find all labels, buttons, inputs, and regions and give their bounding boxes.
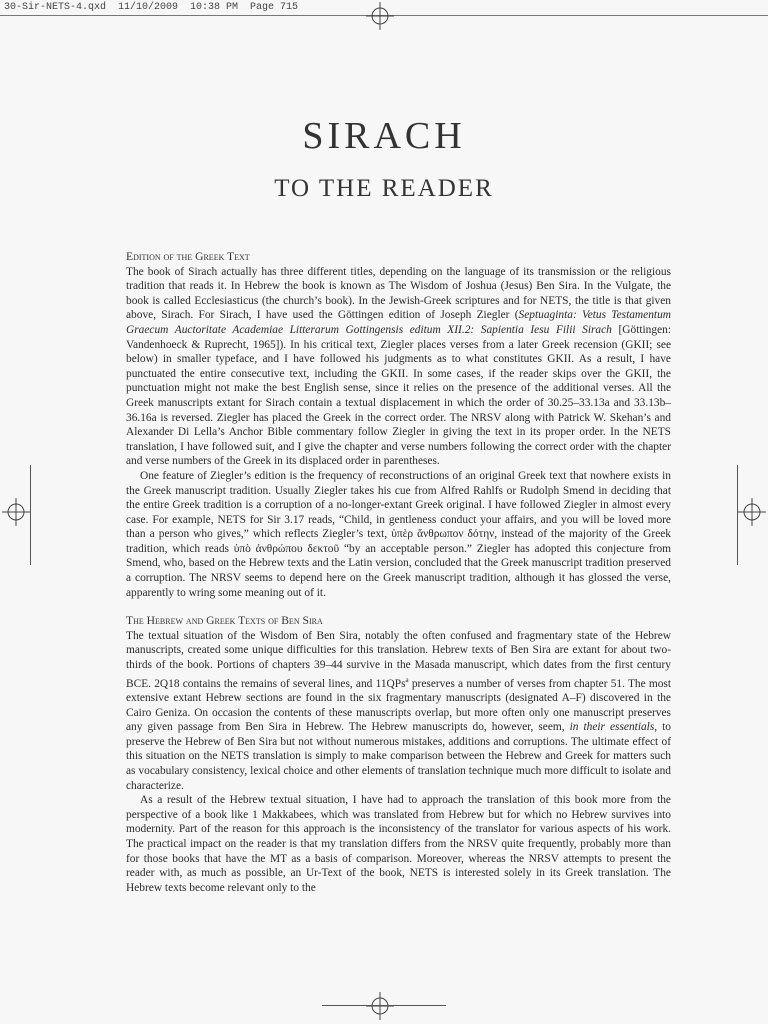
paragraph-text: preserves a number of verses from chapter 51. The most extensive extant Hebrew sections are found in the six fragmentary manuscripts (designated A–F) discovered in the Cairo Geniza. On occasion the contents of these manuscripts overlap, but more often only one manuscript preserves any given passage from Ben Sira in Hebrew. The Hebrew manuscripts do, however, seem,: [126, 677, 672, 734]
paragraph-editions: [126, 265, 671, 469]
paragraph-text: , to preserve the Hebrew of Ben Sira but not without numerous mistakes, additions and corruptions. The ultimate effect of this situation on the NETS translation is simply to make comparison between the Hebrew and Greek for matters such as vocabulary consistency, lexical choice and other elements of translation technique much more difficult to isolate and characterize.: [126, 721, 671, 792]
crop-line-bottom-horizontal: [322, 1005, 446, 1006]
page-subtitle: TO THE READER: [274, 175, 494, 202]
paragraph-text: The textual situation of the Wisdom of Ben Sira, notably the often confused and fragmentary state of the Hebrew manuscripts, created some unique difficulties for this translation. Hebrew texts of Ben Sira are extant for about two-thirds of the book. Portions of chapters 39–44 survive in the Masada manuscript, which dates from the first century BCE. 2Q18 contains the remains of several lines, and 11QPs: [126, 629, 671, 690]
superscript: a: [405, 675, 409, 684]
page-title: SIRACH: [302, 115, 466, 157]
section-heading-greek-text: Edition of the Greek Text: [126, 250, 250, 263]
registration-mark-top: [366, 2, 394, 30]
paragraph-reconstructions: One feature of Ziegler’s edition is the frequency of reconstructions of an original Greek text that nowhere exists in the Greek manuscript tradition. Usually Ziegler takes his cue from Alfred Rahlfs or Rudolph Smend in deciding that the entire Greek tradition is a corruption of a no-longer-extant Greek original. I have followed Ziegler in almost every case. For example, NETS for Sir 3.17 reads, “Child, in gentleness conduct your affairs, and you will be loved more than a person who gives,” which reflects Ziegler’s text, ὑπὲρ ἄνθρωπον δότην, instead of the majority of the Greek tradition, which reads ὑπὸ ἀνθρώπου δεκτοῦ “by an acceptable person.” Ziegler has adopted this conjecture from Smend, who, based on the Hebrew texts and the Latin version, concluded that the Greek manuscript tradition preserved a corruption. The NRSV seems to depend here on the Greek manuscript tradition, although it has glossed the verse, apparently to wring some meaning out of it.: [126, 469, 671, 599]
main-text: [126, 250, 671, 895]
paragraph-text: [Göttingen: Vandenhoeck & Ruprecht, 1965]). In his critical text, Ziegler places verses from a later Greek recension (GKII; see below) in smaller typeface, and I have followed his judgments as to what constitutes GKII. As a result, I have punctuated the entire consecutive text, including the GKII. In some cases, if the reader skips over the GKII, the punctuation might not make the best English sense, since it relies on the presence of the additional verses. All the Greek manuscripts extant for Sirach contain a textual displacement in which the order of 30.25–33.13a and 33.13b–36.16a is reversed. Ziegler has placed the Greek in the correct order. The NRSV along with Patrick W. Skehan’s and Alexander Di Lella’s Anchor Bible commentary follow Ziegler in giving the text in its proper order. In the NETS translation, I have followed suit, and I give the chapter and verse numbers following the correct order with the chapter and verse numbers of the Greek in its displaced order in parentheses.: [126, 323, 671, 468]
book-title-citation: Septuaginta: Vetus Testamentum Graecum Auctoritate Academiae Litterarum Gottingensis editum XII.2: Sapientia Iesu Filii Sirach: [126, 309, 671, 336]
emphasis-text: in their essentials: [569, 721, 655, 734]
paragraph-text: The book of Sirach actually has three different titles, depending on the language of its transmission or the religious tradition that reads it. In Hebrew the book is known as The Wisdom of Joshua (Jesus) Ben Sira. In the Vulgate, the book is called Ecclesiasticus (the church’s book). In the Jewish-Greek scriptures and for NETS, the title is that given above, Sirach. For Sirach, I have used the Göttingen edition of Joseph Ziegler (: [126, 265, 671, 322]
section-heading-hebrew-greek: The Hebrew and Greek Texts of Ben Sira: [126, 614, 323, 628]
paragraph-textual-situation: [126, 629, 671, 793]
printer-slug: 30-Sir-NETS-4.qxd 11/10/2009 10:38 PM Page 715: [4, 2, 299, 13]
crop-line-right-vertical: [737, 465, 738, 565]
registration-mark-bottom: [366, 992, 394, 1020]
paragraph-translation-approach: As a result of the Hebrew textual situation, I have had to approach the translation of this book more from the perspective of a book like 1 Makkabees, which was translated from Hebrew but for which no Hebrew survives into modernity. Part of the reason for this approach is the inconsistency of the translator for various aspects of his work. The practical impact on the reader is that my translation differs from the NRSV quite frequently, probably more than for those books that have the MT as a basis of comparison. Moreover, whereas the NRSV attempts to present the reader with, as much as possible, an Ur-Text of the book, NETS is interested solely in its Greek translation. The Hebrew texts become relevant only to the: [126, 794, 671, 894]
registration-mark-right: [738, 498, 766, 526]
crop-line-left-vertical: [30, 465, 31, 565]
registration-mark-left: [2, 498, 30, 526]
